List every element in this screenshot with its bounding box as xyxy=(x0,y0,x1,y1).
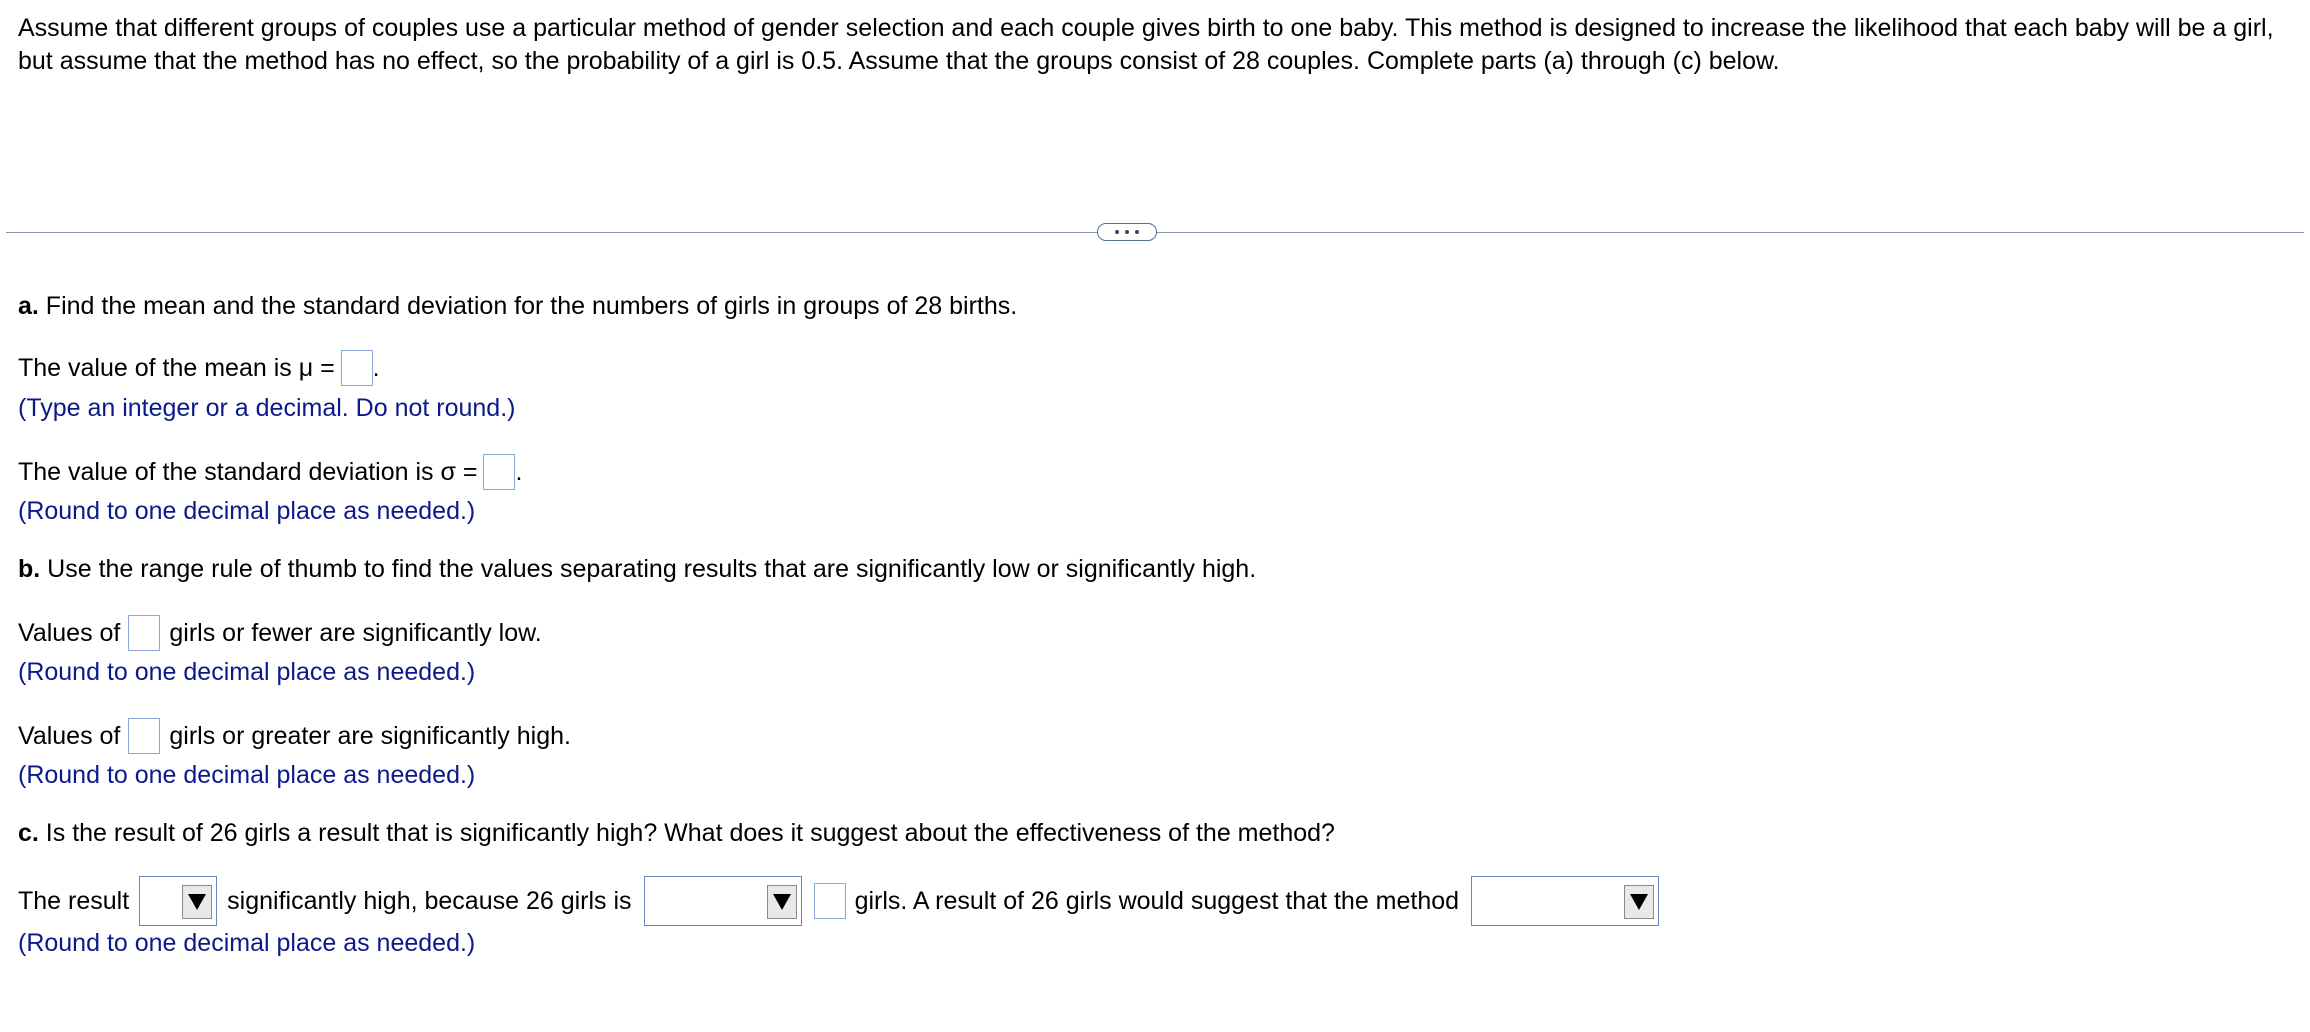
result-row xyxy=(18,876,1659,926)
high-suffix: girls or greater are significantly high. xyxy=(169,722,571,750)
part-b-label: b. xyxy=(18,555,41,583)
result-hint: (Round to one decimal place as needed.) xyxy=(18,929,476,957)
part-c-question xyxy=(18,817,1335,849)
sd-suffix: . xyxy=(515,458,523,486)
dot-icon xyxy=(1125,230,1129,234)
sd-input[interactable] xyxy=(483,454,515,490)
result-seg3: girls. A result of 26 girls would suggest that the method xyxy=(854,887,1460,915)
part-c-label: c. xyxy=(18,819,39,847)
low-row xyxy=(18,615,542,651)
dropdown-arrow-icon xyxy=(767,885,797,919)
high-row xyxy=(18,718,571,754)
dropdown-arrow-icon xyxy=(1624,885,1654,919)
is-isnot-dropdown[interactable] xyxy=(139,876,217,926)
part-a-label: a. xyxy=(18,292,39,320)
low-cutoff-input[interactable] xyxy=(128,615,160,651)
mean-suffix: . xyxy=(372,354,380,382)
sd-row xyxy=(18,454,522,490)
low-suffix: girls or fewer are significantly low. xyxy=(169,619,542,647)
more-options-button[interactable] xyxy=(1097,223,1157,241)
mean-input[interactable] xyxy=(341,350,373,386)
dot-icon xyxy=(1135,230,1139,234)
mean-hint: (Type an integer or a decimal. Do not round.) xyxy=(18,394,516,422)
dropdown-arrow-icon xyxy=(182,885,212,919)
sd-hint: (Round to one decimal place as needed.) xyxy=(18,497,476,525)
part-a-text: Find the mean and the standard deviation for the numbers of girls in groups of 28 births. xyxy=(38,292,1018,320)
low-hint: (Round to one decimal place as needed.) xyxy=(18,658,476,686)
problem-statement: Assume that different groups of couples use a particular method of gender selection and each couple gives birth to one baby. This method is designed to increase the likelihood that each baby will be a girl, but assume that the method has no effect, so the probability of a girl is 0.5. Assume that the groups consist of 28 couples. Complete parts (a) through (c) below. xyxy=(18,14,2274,75)
part-a-question xyxy=(18,290,1017,322)
mean-prefix: The value of the mean is μ = xyxy=(18,354,335,382)
effectiveness-dropdown[interactable] xyxy=(1471,876,1659,926)
high-hint: (Round to one decimal place as needed.) xyxy=(18,761,476,789)
part-c-text: Is the result of 26 girls a result that is significantly high? What does it suggest about the effectiveness of the method? xyxy=(38,819,1335,847)
low-prefix: Values of xyxy=(18,619,121,647)
high-prefix: Values of xyxy=(18,722,121,750)
comparison-dropdown[interactable] xyxy=(644,876,802,926)
mean-row xyxy=(18,350,380,386)
dot-icon xyxy=(1115,230,1119,234)
result-seg1: The result xyxy=(18,887,130,915)
part-b-text: Use the range rule of thumb to find the values separating results that are significantly low or significantly high. xyxy=(40,555,1257,583)
high-cutoff-input[interactable] xyxy=(128,718,160,754)
part-b-question xyxy=(18,553,1256,585)
result-seg2: significantly high, because 26 girls is xyxy=(227,887,632,915)
sd-prefix: The value of the standard deviation is σ = xyxy=(18,458,478,486)
comparison-value-input[interactable] xyxy=(814,883,846,919)
